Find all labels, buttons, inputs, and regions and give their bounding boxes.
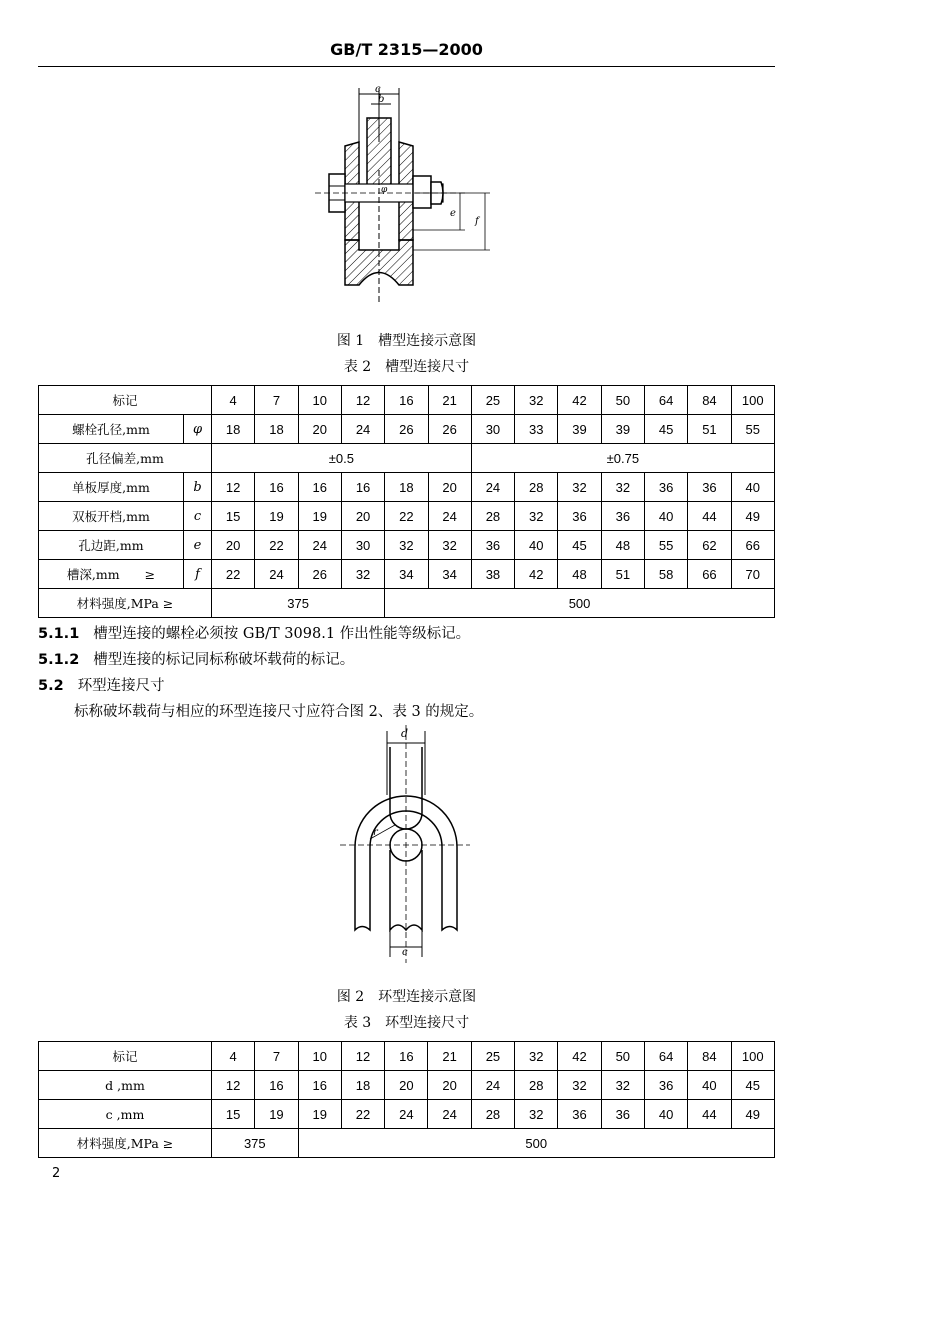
cell: 51	[601, 560, 644, 589]
cell: 20	[428, 1071, 471, 1100]
cell: 40	[644, 1100, 687, 1129]
row-symbol: e	[184, 531, 212, 560]
col-header: 10	[298, 1042, 341, 1071]
cell: 20	[298, 415, 341, 444]
cell: 55	[644, 531, 687, 560]
col-header: 25	[471, 386, 514, 415]
col-header: 16	[385, 1042, 428, 1071]
cell: 51	[688, 415, 731, 444]
table-row	[39, 589, 775, 618]
cell: 24	[471, 1071, 514, 1100]
col-header: 21	[428, 1042, 471, 1071]
cell: 58	[644, 560, 687, 589]
cell: 18	[385, 473, 428, 502]
col-header: 50	[601, 1042, 644, 1071]
figure-1-drawing	[315, 80, 505, 305]
clause-5-1-1	[38, 623, 775, 645]
cell: 12	[212, 1071, 255, 1100]
cell: 32	[601, 1071, 644, 1100]
cell: ±0.5	[212, 444, 472, 473]
col-header: 64	[644, 386, 687, 415]
cell: 24	[255, 560, 298, 589]
cell: 24	[385, 1100, 428, 1129]
row-label: 材料强度,MPa ≥	[39, 1129, 212, 1158]
table-row	[39, 1042, 775, 1071]
label-f: f	[475, 216, 479, 227]
cell: 500	[385, 589, 775, 618]
page-number: 2	[52, 1166, 61, 1181]
cell: 40	[731, 473, 774, 502]
cell: 24	[471, 473, 514, 502]
cell: 18	[212, 415, 255, 444]
cell: 39	[558, 415, 601, 444]
clause-5-2	[38, 675, 775, 697]
col-header: 16	[385, 386, 428, 415]
figure-2-caption: 图 2 环型连接示意图	[336, 989, 477, 1005]
col-header: 7	[255, 386, 298, 415]
col-header: 32	[515, 386, 558, 415]
cell: 32	[385, 531, 428, 560]
cell: 45	[731, 1071, 774, 1100]
clause-5-2-body: 标称破坏载荷与相应的环型连接尺寸应符合图 2、表 3 的规定。	[74, 704, 484, 720]
table-3	[38, 1041, 775, 1158]
header-label: 标记	[39, 386, 212, 415]
cell: 32	[558, 473, 601, 502]
cell: 28	[471, 1100, 514, 1129]
cell: 44	[688, 502, 731, 531]
label-e: e	[450, 208, 456, 219]
row-label: 材料强度,MPa ≥	[39, 589, 212, 618]
cell: 24	[341, 415, 384, 444]
cell: 375	[212, 589, 385, 618]
cell: 30	[341, 531, 384, 560]
col-header: 100	[731, 386, 774, 415]
cell: 40	[644, 502, 687, 531]
cell: 24	[428, 1100, 471, 1129]
col-header: 4	[212, 1042, 255, 1071]
col-header: 42	[558, 386, 601, 415]
cell: ±0.75	[471, 444, 774, 473]
cell: 42	[515, 560, 558, 589]
cell: 26	[298, 560, 341, 589]
cell: 33	[515, 415, 558, 444]
cell: 32	[601, 473, 644, 502]
cell: 24	[428, 502, 471, 531]
cell: 28	[515, 473, 558, 502]
cell: 22	[255, 531, 298, 560]
cell: 15	[212, 502, 255, 531]
label-phi: φ	[381, 185, 388, 195]
cell: 36	[644, 1071, 687, 1100]
table-row	[39, 1071, 775, 1100]
cell: 36	[471, 531, 514, 560]
cell: 32	[558, 1071, 601, 1100]
cell: 12	[212, 473, 255, 502]
cell: 36	[601, 1100, 644, 1129]
row-label: 螺栓孔径,mm	[39, 415, 184, 444]
cell: 16	[255, 1071, 298, 1100]
cell: 34	[385, 560, 428, 589]
cell: 18	[341, 1071, 384, 1100]
cell: 19	[255, 1100, 298, 1129]
cell: 62	[688, 531, 731, 560]
cell: 36	[601, 502, 644, 531]
col-header: 4	[212, 386, 255, 415]
col-header: 84	[688, 386, 731, 415]
page-header	[38, 38, 775, 67]
cell: 26	[428, 415, 471, 444]
cell: 32	[428, 531, 471, 560]
cell: 19	[255, 502, 298, 531]
clause-number: 5.1.1	[38, 626, 80, 642]
label-c: c	[375, 84, 381, 95]
cell: 30	[471, 415, 514, 444]
table-row	[39, 386, 775, 415]
clause-number: 5.2	[38, 678, 64, 694]
standard-title: GB/T 2315—2000	[330, 40, 483, 59]
cell: 40	[688, 1071, 731, 1100]
cell: 16	[341, 473, 384, 502]
clause-5-1-2	[38, 649, 775, 671]
cell: 32	[515, 502, 558, 531]
row-label: 孔径偏差,mm	[39, 444, 212, 473]
row-symbol: c	[184, 502, 212, 531]
cell: 26	[385, 415, 428, 444]
clause-number: 5.1.2	[38, 652, 80, 668]
figure-2-drawing	[335, 725, 475, 965]
cell: 66	[731, 531, 774, 560]
cell: 70	[731, 560, 774, 589]
cell: 55	[731, 415, 774, 444]
row-label: 槽深,mm ≥	[39, 560, 184, 589]
row-label: c ,mm	[39, 1100, 212, 1129]
col-header: 32	[515, 1042, 558, 1071]
table-row	[39, 502, 775, 531]
col-header: 10	[298, 386, 341, 415]
cell: 45	[558, 531, 601, 560]
label-d: d	[401, 727, 409, 740]
col-header: 42	[558, 1042, 601, 1071]
cell: 36	[688, 473, 731, 502]
clause-text: 槽型连接的螺栓必须按 GB/T 3098.1 作出性能等级标记。	[93, 626, 471, 642]
row-label: d ,mm	[39, 1071, 212, 1100]
table-row	[39, 560, 775, 589]
cell: 45	[644, 415, 687, 444]
cell: 22	[212, 560, 255, 589]
cell: 24	[298, 531, 341, 560]
table-row	[39, 473, 775, 502]
cell: 22	[341, 1100, 384, 1129]
row-label: 单板厚度,mm	[39, 473, 184, 502]
cell: 28	[471, 502, 514, 531]
row-symbol: b	[184, 473, 212, 502]
cell: 15	[212, 1100, 255, 1129]
cell: 20	[341, 502, 384, 531]
col-header: 64	[644, 1042, 687, 1071]
cell: 44	[688, 1100, 731, 1129]
cell: 34	[428, 560, 471, 589]
header-label: 标记	[39, 1042, 212, 1071]
cell: 20	[212, 531, 255, 560]
cell: 48	[558, 560, 601, 589]
cell: 22	[385, 502, 428, 531]
cell: 16	[298, 1071, 341, 1100]
table-row	[39, 1100, 775, 1129]
cell: 20	[385, 1071, 428, 1100]
col-header: 50	[601, 386, 644, 415]
table-row	[39, 1129, 775, 1158]
cell: 18	[255, 415, 298, 444]
row-label: 孔边距,mm	[39, 531, 184, 560]
cell: 49	[731, 1100, 774, 1129]
cell: 39	[601, 415, 644, 444]
table-2	[38, 385, 775, 618]
col-header: 7	[255, 1042, 298, 1071]
label-c: c	[402, 947, 408, 958]
clause-text: 槽型连接的标记同标称破坏载荷的标记。	[93, 652, 355, 668]
figure-1-caption: 图 1 槽型连接示意图	[336, 333, 477, 349]
cell: 16	[298, 473, 341, 502]
col-header: 21	[428, 386, 471, 415]
table-row	[39, 444, 775, 473]
label-r: r	[373, 827, 378, 838]
cell: 16	[255, 473, 298, 502]
table-row	[39, 531, 775, 560]
cell: 500	[298, 1129, 774, 1158]
cell: 48	[601, 531, 644, 560]
cell: 19	[298, 502, 341, 531]
cell: 66	[688, 560, 731, 589]
col-header: 84	[688, 1042, 731, 1071]
cell: 36	[558, 502, 601, 531]
col-header: 12	[341, 1042, 384, 1071]
cell: 32	[341, 560, 384, 589]
cell: 36	[558, 1100, 601, 1129]
table-3-caption: 表 3 环型连接尺寸	[343, 1015, 470, 1031]
clause-title: 环型连接尺寸	[77, 678, 165, 694]
cell: 36	[644, 473, 687, 502]
cell: 38	[471, 560, 514, 589]
cell: 375	[212, 1129, 299, 1158]
cell: 28	[515, 1071, 558, 1100]
col-header: 100	[731, 1042, 774, 1071]
cell: 19	[298, 1100, 341, 1129]
label-b: b	[378, 94, 385, 105]
table-2-caption: 表 2 槽型连接尺寸	[343, 359, 470, 375]
cell: 49	[731, 502, 774, 531]
cell: 40	[515, 531, 558, 560]
row-symbol: φ	[184, 415, 212, 444]
cell: 20	[428, 473, 471, 502]
row-symbol: f	[184, 560, 212, 589]
cell: 32	[515, 1100, 558, 1129]
row-label: 双板开档,mm	[39, 502, 184, 531]
col-header: 12	[341, 386, 384, 415]
table-row	[39, 415, 775, 444]
col-header: 25	[471, 1042, 514, 1071]
